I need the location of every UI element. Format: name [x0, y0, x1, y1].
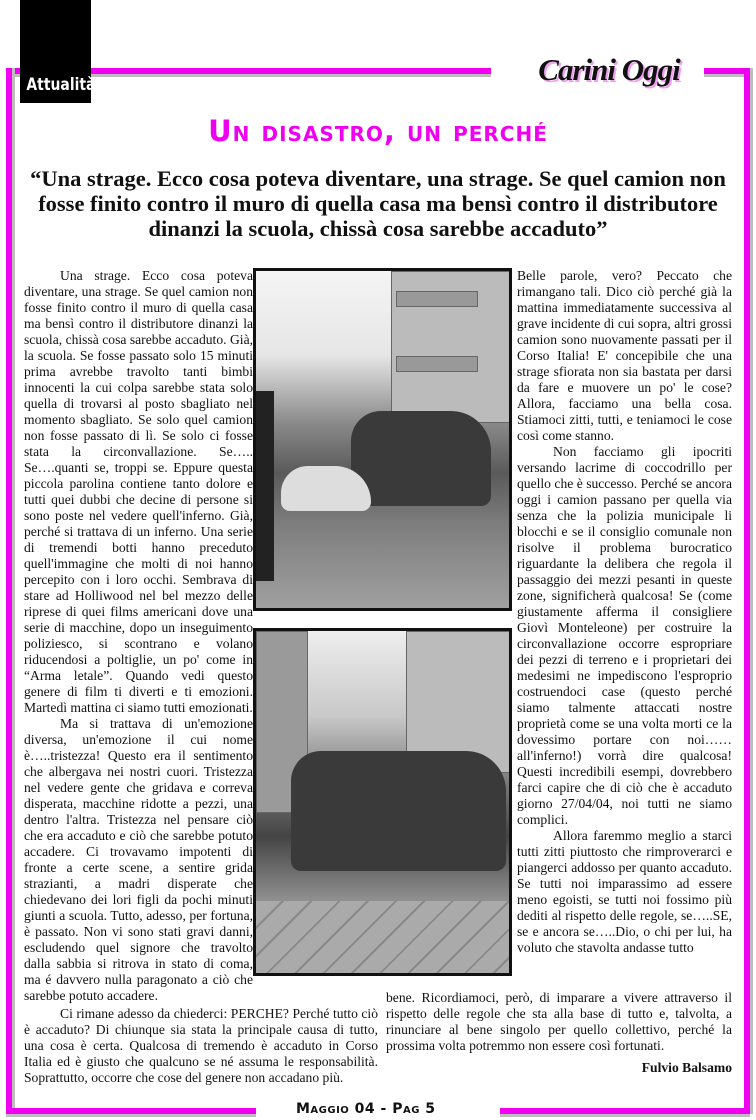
- author-signature: Fulvio Balsamo: [641, 1060, 732, 1075]
- paragraph: Non facciamo gli ipocriti versando lacrime di coccodrillo per quello che è successo. Perché se ancora oggi i camion passano per quella via senza che la polizia municipale li blocchi e se il consiglio comunale non risolve il problema burocratico riguardante la delibera che regola il passaggio dei mezzi pesanti in queste zone, significherà qualcosa! Se (come giustamente afferma il consigliere Giovì Monteleone) per costruire la circonvallazione occorre espropriare dei pezzi di terreno e i proprietari dei medesimi ne impediscono l'esproprio costruendoci case (questo perché siamo talmente attaccati nostre proprietà come se una volta morti ce la dovessimo portare con noi……all'inferno!) vorrà dire qualcosa! Questi incredibili esempi, dovrebbero farci capire che di ciò che è accaduto giorno 27/04/04, noi tutti ne siamo complici.: [517, 444, 732, 827]
- frame-left: [6, 68, 12, 1114]
- right-text-flow: [386, 268, 732, 1076]
- left-bottom-text: [24, 1006, 378, 1086]
- section-label: Attualità: [26, 75, 96, 95]
- paragraph: Ci rimane adesso da chiederci: PERCHE? Perché tutto ciò è accaduto? Di chiunque sia stata la principale causa di tutto, una cosa è certa. Qualcosa di tremendo è accaduto in Corso Italia ed è giusto che qualcuno se né assuma le responsabilità. Soprattutto, occorre che cose del genere non accadano più.: [24, 1006, 378, 1085]
- paragraph: Belle parole, vero? Peccato che rimangano tali. Dico ciò perché già la mattina immediatamente successiva al grave incidente di cui sopra, altri grossi camion sono nuovamente passati per il Corso Italia! E' concepibile che una strage sfiorata non sia bastata per darsi da fare e muovere un po' le cose? Allora, facciamo una bella cosa. Stiamoci zitti, tutti, e teniamoci le cose così come stanno.: [517, 268, 732, 443]
- paragraph: Una strage. Ecco cosa poteva diventare, una strage. Se quel camion non fosse finito contro il muro di quella casa ma bensì contro il distributore dinanzi la scuola, chissà cosa sarebbe accaduto. Già, la scuola. Se fosse passato solo 15 minuti prima avrebbe travolto tanti bimbi innocenti la cui colpa sarebbe stata solo quella di trovarsi al posto sbagliato nel momento sbagliato. Se solo quel camion non fosse passato di lì. Se solo ci fosse stata la circonvallazione. Se….. Se….quanti se, troppi se. Eppure questa piccola parolina contiene tanto dolore e tutti quei dubbi che decine di persone si sono poste nel vedere quell'inferno. Già, perché si trattava di un inferno. Una serie di tremendi botti hanno preceduto quell'immagine che molti di noi hanno percepito con i loro occhi. Sembrava di stare ad Holliwood nel bel mezzo delle riprese di quei films americani dove una serie di macchine, dopo un inseguimento poliziesco, si scontrano e volano riducendosi a poltiglie, un po' come in “Arma letale”. Quando vedi questo genere di film ti diverti e ti emozioni. Martedì mattina ci siamo tutti emozionati.: [24, 268, 253, 715]
- paragraph: Allora faremmo meglio a starci tutti zitti piuttosto che rimproverarci e piangerci addosso per quanto accaduto. Se tutti noi imparassimo ad essere meno egoisti, se tutti noi fossimo più dediti al rispetto delle regole, se…..SE, se e ancora se…..Dio, o chi per lui, ha voluto che stavolta andasse tutto: [517, 828, 732, 955]
- newspaper-logo: Carini Oggi: [538, 52, 680, 87]
- paragraph: Ma si trattava di un'emozione diversa, un'emozione il cui nome è…..tristezza! Questo era il sentimento che albergava nei nostri cuori. Tristezza nel vedere gente che gridava e correva disperata, macchine ridotte a pezzi, una dentro l'altra. Tristezza nel pensare ciò che era accaduto e ciò che sarebbe potuto accadere. Ci trovavamo impotenti di fronte a certe scene, a sentire grida strazianti, a madri disperate che chiedevano dei lori figli da pochi minuti giunti a scuola. Tutto, adesso, per fortuna, è passato. Non vi sono stati gravi danni, escludendo quel signore che travolto dalla sabbia si ritrova in stato di coma, ma é davvero nulla paragonato a ciò che sarebbe potuto accadere.: [24, 716, 253, 1003]
- section-tab: [20, 0, 96, 103]
- paragraph: bene. Ricordiamoci, però, di imparare a vivere attraverso il rispetto delle regole che sta alla base di tutto e, talvolta, a rinunciare al bene singolo per quello collettivo, perché la prossima volta potremmo non essere così fortunati.: [386, 990, 732, 1053]
- left-column: [24, 268, 253, 1004]
- article-title: Un disastro, un perché: [208, 114, 548, 148]
- article-subtitle: “Una strage. Ecco cosa poteva diventare, una strage. Se quel camion non fosse finito contro il muro di quella casa ma bensì contro il distributore dinanzi la scuola, chissà cosa sarebbe accaduto”: [30, 166, 726, 241]
- frame-bottom-right: [500, 1108, 750, 1114]
- right-column: [517, 268, 732, 990]
- frame-bottom-left: [6, 1108, 256, 1114]
- page-footer: Maggio 04 - Pag 5: [296, 1101, 436, 1117]
- right-bottom-text: [386, 990, 732, 1054]
- left-text-flow: [24, 268, 378, 1086]
- frame-right: [744, 68, 750, 1114]
